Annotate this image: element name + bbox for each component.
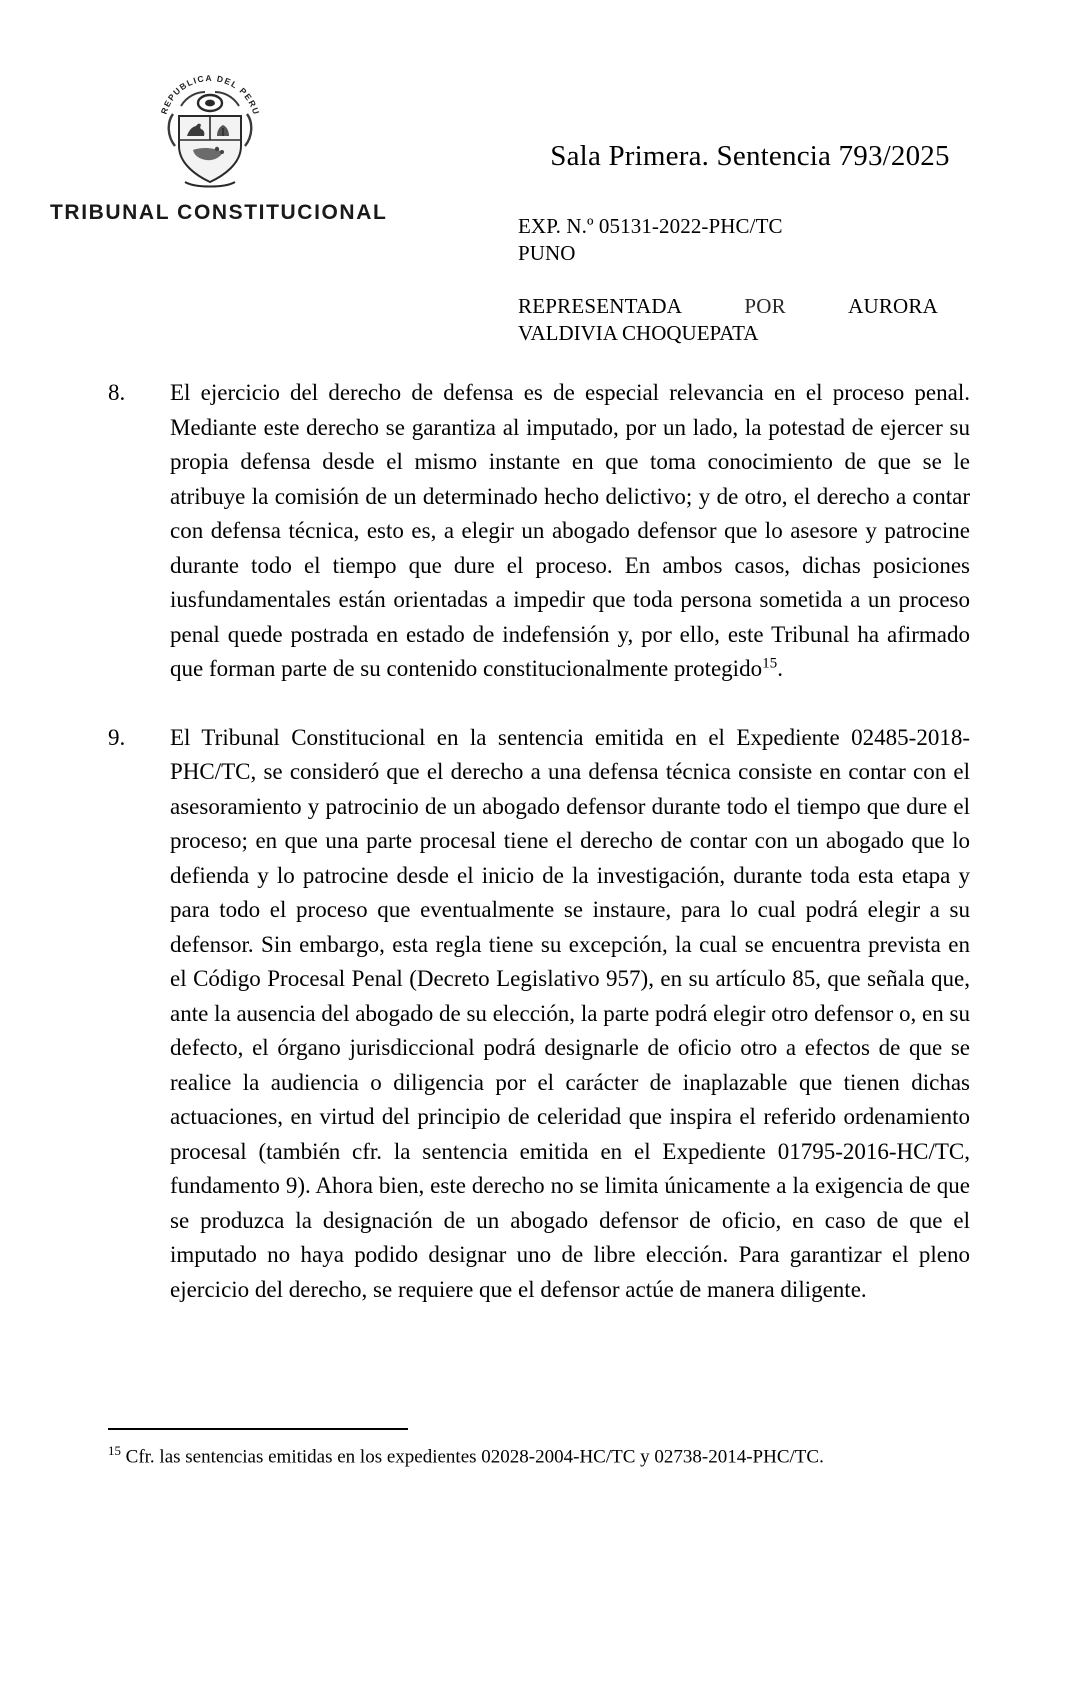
paragraph-text: El Tribunal Constitucional en la sentencia emitida en el Expediente 02485-2018-PHC/TC, se consideró que el derecho a una defensa técnica consiste en contar con el asesoramiento y patrocinio de un abogado defensor durante todo el tiempo que dure el proceso; en que una parte procesal tiene el derecho de contar con un abogado que lo defienda y lo patrocine desde el inicio de la investigación, durante toda esta etapa y para todo el proceso que eventualmente se instaure, para lo cual podrá elegir a su defensor. Sin embargo, esta regla tiene su excepción, la cual se encuentra prevista en el Código Procesal Penal (Decreto Legislativo 957), en su artículo 85, que señala que, ante la ausencia del abogado de su elección, la parte podrá elegir otro defensor o, en su defecto, el órgano jurisdiccional podrá designarle de oficio otro a efectos de que se realice la audiencia o diligencia por el carácter de inaplazable que tienen dichas actuaciones, en virtud del principio de celeridad que inspira el referido ordenamiento procesal (también cfr. la sentencia emitida en el Expediente 01795-2016-HC/TC, fundamento 9). Ahora bien, este derecho no se limita únicamente a la exigencia de que se produzca la designación de un abogado defensor de oficio, en caso de que el imputado no haya podido designar uno de libre elección. Para garantizar el pleno ejercicio del derecho, se requiere que el defensor actúe de manera diligente. xyxy=(170,724,970,1302)
representada-por: POR xyxy=(744,293,786,318)
footnote-reference-15[interactable]: 15 xyxy=(762,654,778,672)
footnote-text: Cfr. las sentencias emitidas en los expedientes 02028-2004-HC/TC y 02738-2014-PHC/TC. xyxy=(125,1446,824,1468)
institution-emblem-block xyxy=(50,70,388,225)
document-body xyxy=(0,376,1080,1307)
paragraph-8 xyxy=(108,376,970,687)
footnote-area xyxy=(108,1428,970,1470)
representada-label: REPRESENTADA xyxy=(518,293,683,318)
expediente-block xyxy=(518,213,1030,267)
representada-first-name: AURORA xyxy=(848,293,938,318)
paragraph-tail: . xyxy=(777,656,783,681)
footnote-number: 15 xyxy=(108,1443,121,1459)
paragraph-body: El ejercicio del derecho de defensa es de especial relevancia en el proceso penal. Mediante este derecho se garantiza al imputado, por un lado, la potestad de ejercer su propia defensa desde el mismo instante en que toma conocimiento de que se le atribuye la comisión de un determinado hecho delictivo; y de otro, el derecho a contar con defensa técnica, esto es, a elegir un abogado defensor que lo asesore y patrocine durante todo el tiempo que dure el proceso. En ambos casos, dichas posiciones iusfundamentales están orientadas a impedir que toda persona sometida a un proceso penal quede postrada en estado de indefensión y, por ello, este Tribunal ha afirmado que forman parte de su contenido constitucionalmente protegido xyxy=(170,380,970,681)
sala-sentencia-title: Sala Primera. Sentencia 793/2025 xyxy=(550,140,950,172)
footnote-separator xyxy=(108,1428,408,1430)
paragraph-9 xyxy=(108,721,970,1308)
paragraph-number: 9. xyxy=(108,724,126,750)
representada-block xyxy=(518,293,938,347)
institution-name: TRIBUNAL CONSTITUCIONAL xyxy=(50,201,388,224)
document-header xyxy=(0,0,1080,345)
svg-text:REPUBLICA DEL PERU: REPUBLICA DEL PERU xyxy=(158,72,262,117)
expediente-district: PUNO xyxy=(518,240,576,265)
footnote-15 xyxy=(108,1442,970,1470)
peru-coat-of-arms-icon xyxy=(151,70,269,195)
paragraph-number: 8. xyxy=(108,380,126,405)
paragraph-text xyxy=(170,376,970,687)
expediente-number: EXP. N.º 05131-2022-PHC/TC xyxy=(518,214,783,238)
header-right-block xyxy=(470,0,1030,347)
representada-surnames: VALDIVIA CHOQUEPATA xyxy=(518,320,759,345)
